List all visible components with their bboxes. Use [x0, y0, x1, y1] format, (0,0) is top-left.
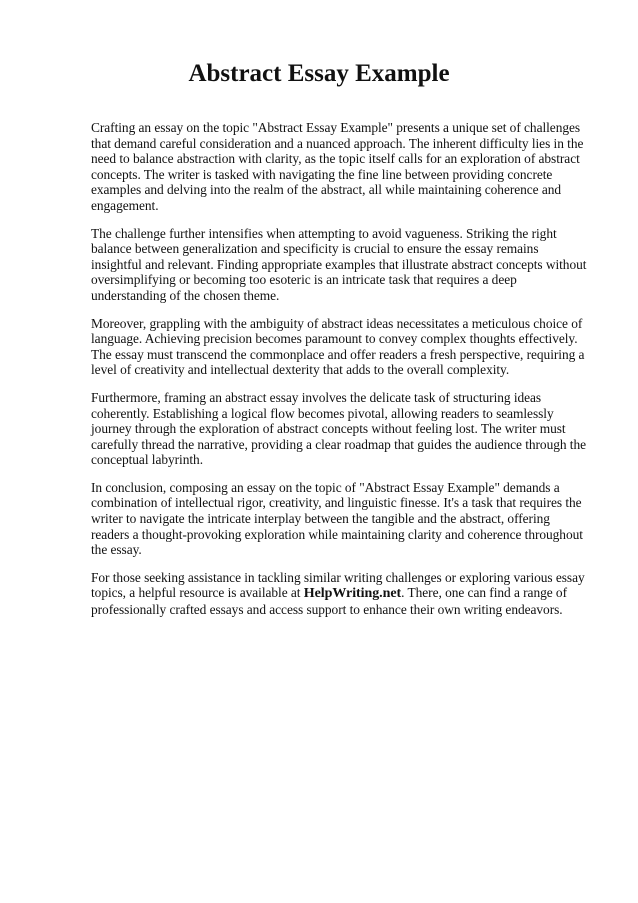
helpwriting-link[interactable]: HelpWriting.net [303, 586, 402, 602]
page-title: Abstract Essay Example [188, 60, 450, 87]
paragraph-2: The challenge further intensifies when attempting to avoid vagueness. Striking the right balance between generalization and specificity is crucial to ensure the essay remains insightful and relevant. Finding appropriate examples that illustrate abstract concepts without oversimplifying or becoming too esoteric is an intricate task that requires a deep understanding of the chosen theme. [91, 225, 587, 303]
closing-text-after-link: . There, one can find a range of professionally crafted essays and access support to enhance their own writing endeavors. [91, 585, 567, 618]
paragraph-4: Furthermore, framing an abstract essay involves the delicate task of structuring ideas coherently. Establishing a logical flow becomes pivotal, allowing readers to seamlessly journey through the exploration of abstract concepts without feeling lost. The writer must carefully thread the narrative, providing a clear roadmap that guides the audience through the conceptual labyrinth. [91, 389, 587, 468]
essay-body [91, 120, 591, 630]
closing-paragraph [91, 570, 591, 618]
paragraph-3: Moreover, grappling with the ambiguity of abstract ideas necessitates a meticulous choice of language. Achieving precision becomes paramount to convey complex thoughts effectively. The essay must transcend the commonplace and offer readers a fresh perspective, requiring a level of creativity and intellectual dexterity that adds to the overall complexity. [91, 315, 585, 378]
paragraph-1: Crafting an essay on the topic "Abstract Essay Example" presents a unique set of challenges that demand careful consideration and a nuanced approach. The inherent difficulty lies in the need to balance abstraction with clarity, as the topic itself calls for an exploration of abstract concepts. The writer is tasked with navigating the fine line between providing concrete examples and delving into the realm of the abstract, all while maintaining coherence and engagement. [91, 120, 584, 213]
paragraph-5: In conclusion, composing an essay on the topic of "Abstract Essay Example" demands a combination of intellectual rigor, creativity, and linguistic finesse. It's a task that requires the writer to navigate the intricate interplay between the tangible and the abstract, offering readers a thought-provoking exploration while maintaining clarity and coherence throughout the essay. [91, 479, 583, 558]
closing-text-before-link: For those seeking assistance in tackling similar writing challenges or exploring various essay topics, a helpful resource is available at [91, 569, 585, 601]
